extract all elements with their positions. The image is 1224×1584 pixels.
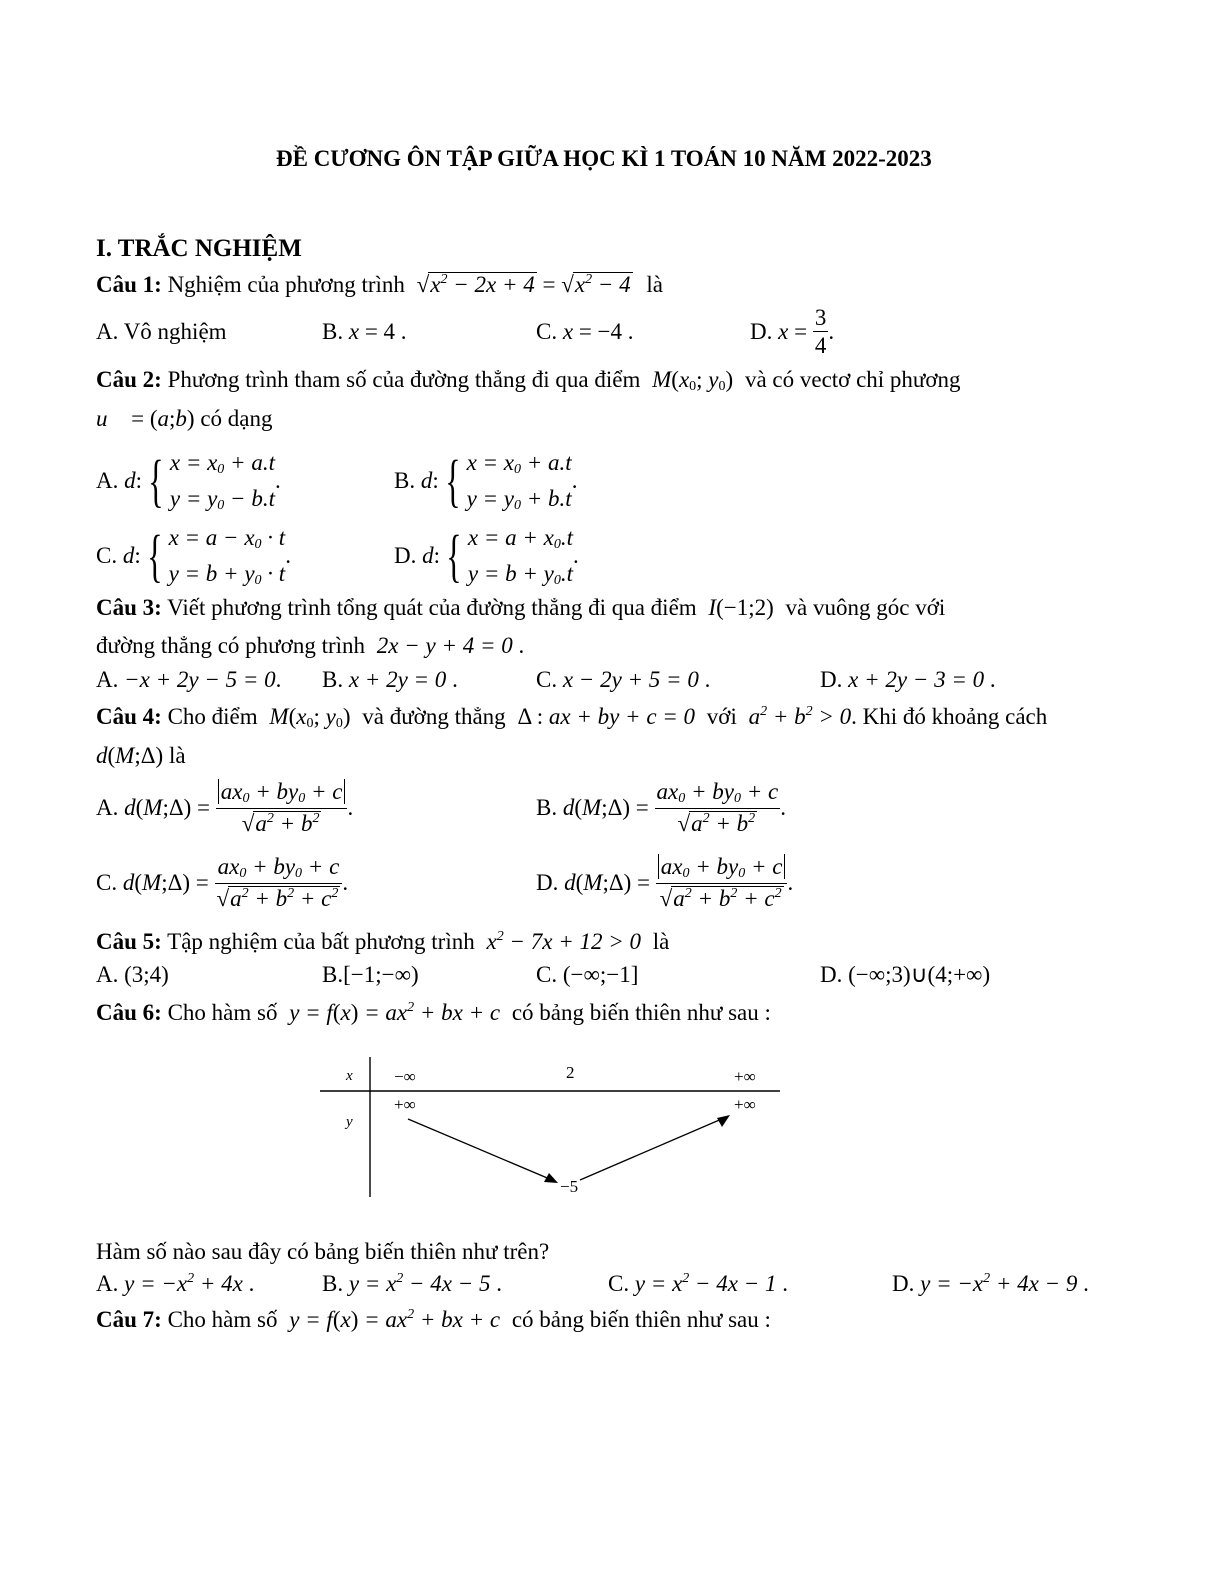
question-label: Câu 4: bbox=[96, 704, 162, 729]
q3-option-a[interactable]: A. −x + 2y − 5 = 0. bbox=[96, 667, 282, 692]
question-tail: là bbox=[646, 272, 663, 297]
q6-option-b[interactable]: B. $y = x^2 - 4x - 5$ . bbox=[322, 1271, 503, 1296]
question-6-prompt: Hàm số nào sau đây có bảng biến thiên như trên? bbox=[96, 1239, 550, 1264]
question-text: Cho điểm bbox=[167, 704, 258, 729]
question-4-line2: d(M;Δ) là bbox=[96, 743, 186, 768]
question-2: Câu 2: Phương trình tham số của đường thẳng đi qua điểm $M(x_0$; $y_0$) và có vectơ chỉ phương bbox=[96, 367, 961, 394]
x-left: −∞ bbox=[394, 1067, 416, 1086]
question-text: Cho hàm số bbox=[167, 1000, 278, 1025]
question-5: Câu 5: Tập nghiệm của bất phương trình $x^2 - 7x + 12 > 0$ là bbox=[96, 929, 670, 954]
q4-option-c[interactable]: C. d(M;Δ) = $\frac{ax_0 + by_0 + c}{√a^2 + b^2 + c^2}$ . bbox=[96, 854, 349, 911]
question-label: Câu 3: bbox=[96, 595, 162, 620]
question-3-line2: đường thẳng có phương trình 2x − y + 4 = 0 . bbox=[96, 633, 525, 658]
q2-option-c[interactable]: C. d: { $x = a - x_0 \cdot t$ $y = b + y_0 \cdot t$. bbox=[96, 522, 291, 588]
q5-option-a[interactable]: A. (3;4) bbox=[96, 962, 169, 987]
q5-option-d[interactable]: D. (−∞;3)∪(4;+∞) bbox=[820, 962, 991, 987]
q1-option-a[interactable]: A. Vô nghiệm bbox=[96, 319, 227, 344]
question-text: Cho hàm số bbox=[167, 1307, 278, 1332]
q6-option-d[interactable]: D. $y = -x^2 + 4x - 9$ . bbox=[892, 1271, 1089, 1296]
equation: $√x^2 - 2x + 4 = √x^2 - 4$ bbox=[416, 272, 631, 297]
question-text: Viết phương trình tổng quát của đường thẳng đi qua điểm bbox=[167, 595, 697, 620]
q2-option-d[interactable]: D. d: { $x = a + x_0.t$ $y = b + y_0.t$. bbox=[394, 522, 579, 588]
y-left: +∞ bbox=[394, 1095, 416, 1114]
q3-option-c[interactable]: C. x − 2y + 5 = 0 . bbox=[536, 667, 711, 692]
increasing-arrow bbox=[580, 1118, 724, 1180]
q4-option-d[interactable]: D. d(M;Δ) = $\frac{ax_0 + by_0 + c}{√a^2 + b^2 + c^2}$ . bbox=[536, 854, 794, 911]
question-text: Nghiệm của phương trình bbox=[167, 272, 405, 297]
question-text: Phương trình tham số của đường thẳng đi qua điểm bbox=[167, 367, 641, 392]
q3-option-d[interactable]: D. x + 2y − 3 = 0 . bbox=[820, 667, 996, 692]
section-heading: I. TRẮC NGHIỆM bbox=[96, 235, 302, 262]
variation-table bbox=[310, 1052, 790, 1202]
q6-option-a[interactable]: A. $y = -x^2 + 4x$ . bbox=[96, 1271, 255, 1296]
question-label: Câu 2: bbox=[96, 367, 162, 392]
question-label: Câu 6: bbox=[96, 1000, 162, 1025]
question-1 bbox=[96, 272, 663, 296]
page-title: ĐỀ CƯƠNG ÔN TẬP GIỮA HỌC KÌ 1 TOÁN 10 NĂM 2022-2023 bbox=[276, 146, 932, 171]
y-min: −5 bbox=[560, 1177, 579, 1196]
q5-option-b[interactable]: B.[−1;−∞) bbox=[322, 962, 419, 987]
question-4: Câu 4: Cho điểm $M(x_0$; $y_0$) và đường thẳng Δ : ax + by + c = 0 với $a^2 + b^2 > 0$. Khi đó khoảng cách bbox=[96, 704, 1048, 731]
q2-option-a[interactable]: A. d: { $x = x_0 + a.t$ $y = y_0 - b.t$. bbox=[96, 447, 281, 513]
q3-option-b[interactable]: B. x + 2y = 0 . bbox=[322, 667, 458, 692]
q5-option-c[interactable]: C. (−∞;−1] bbox=[536, 962, 639, 987]
question-3: Câu 3: Viết phương trình tổng quát của đường thẳng đi qua điểm I(−1;2) và vuông góc với bbox=[96, 595, 946, 620]
q4-option-a[interactable]: A. d(M;Δ) = $\frac{ax_0 + by_0 + c}{√a^2 + b^2}$ . bbox=[96, 779, 354, 836]
question-label: Câu 1: bbox=[96, 272, 162, 297]
question-label: Câu 5: bbox=[96, 929, 162, 954]
x-mid: 2 bbox=[566, 1063, 575, 1082]
x-label: x bbox=[346, 1068, 353, 1084]
question-label: Câu 7: bbox=[96, 1307, 162, 1332]
y-right: +∞ bbox=[734, 1095, 756, 1114]
increasing-arrow-head bbox=[717, 1115, 730, 1127]
question-2-line2: u⃗ = (a;b) có dạng bbox=[96, 406, 273, 431]
question-text: Tập nghiệm của bất phương trình bbox=[167, 929, 475, 954]
decreasing-arrow bbox=[408, 1119, 552, 1180]
x-right: +∞ bbox=[734, 1067, 756, 1086]
q6-option-c[interactable]: C. $y = x^2 - 4x - 1$ . bbox=[608, 1271, 789, 1296]
q1-option-b[interactable]: B. x = 4 . bbox=[322, 319, 407, 344]
question-6: Câu 6: Cho hàm số $y = f(x) = ax^2$ + bx + c có bảng biến thiên như sau : bbox=[96, 1000, 771, 1025]
y-label: y bbox=[346, 1114, 353, 1130]
q2-option-b[interactable]: B. d: { $x = x_0 + a.t$ $y = y_0 + b.t$. bbox=[394, 447, 578, 513]
q4-option-b[interactable]: B. d(M;Δ) = $\frac{ax_0 + by_0 + c}{√a^2 + b^2}$ . bbox=[536, 779, 786, 836]
q1-option-c[interactable]: C. x = −4 . bbox=[536, 319, 634, 344]
q1-option-d[interactable]: D. x = $\frac{3}{4}$ . bbox=[750, 305, 835, 358]
question-7: Câu 7: Cho hàm số $y = f(x) = ax^2$ + bx + c có bảng biến thiên như sau : bbox=[96, 1307, 771, 1332]
